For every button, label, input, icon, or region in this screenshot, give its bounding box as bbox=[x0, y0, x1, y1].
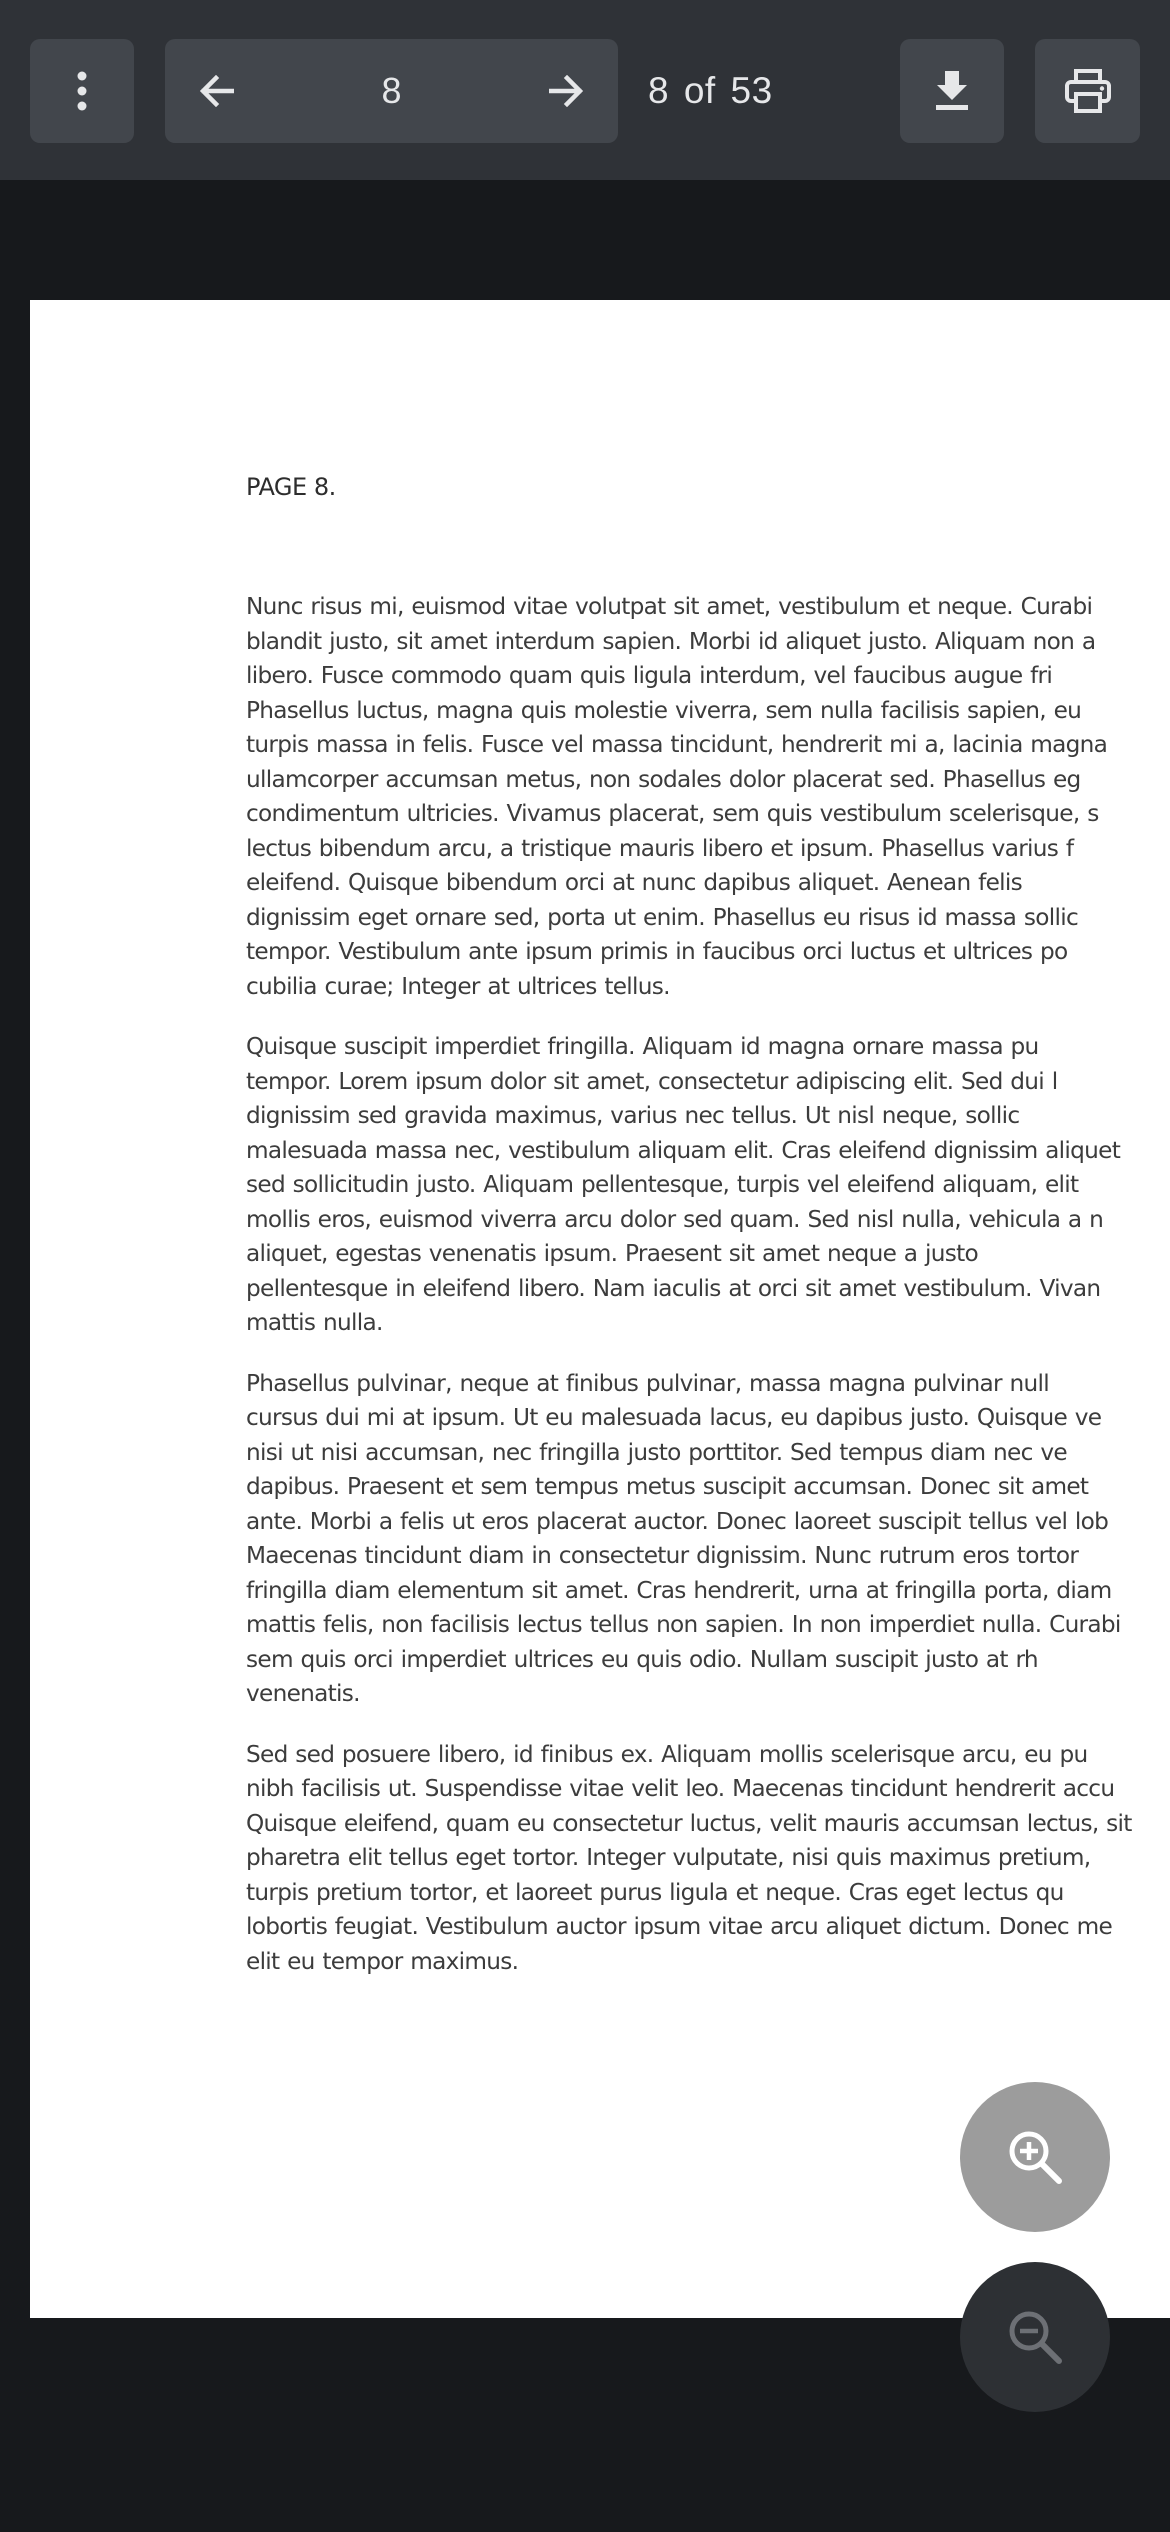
print-button[interactable] bbox=[1035, 39, 1140, 143]
text-line: turpis massa in felis. Fusce vel massa tincidunt, hendrerit mi a, lacinia magna bbox=[246, 731, 1108, 758]
page-counter: 8 of 53 bbox=[648, 70, 773, 111]
zoom-in-icon bbox=[1006, 2128, 1064, 2186]
text-line: ante. Morbi a felis ut eros placerat auctor. Donec laoreet suscipit tellus vel lob bbox=[246, 1507, 1109, 1535]
text-line: lectus bibendum arcu, a tristique mauris libero et ipsum. Phasellus varius f bbox=[246, 834, 1074, 862]
text-line: tempor. Lorem ipsum dolor sit amet, consectetur adipiscing elit. Sed dui l bbox=[246, 1067, 1058, 1095]
text-line: mattis felis, non facilisis lectus tellus non sapien. In non imperdiet nulla. Curabi bbox=[246, 1611, 1121, 1638]
paragraph bbox=[246, 1030, 1170, 1341]
text-line: sed sollicitudin justo. Aliquam pellentesque, turpis vel eleifend aliquam, elit bbox=[246, 1171, 1079, 1198]
page-heading: PAGE 8. bbox=[246, 473, 336, 501]
paragraph bbox=[246, 590, 1170, 1004]
document-page bbox=[30, 300, 1170, 2318]
text-line: condimentum ultricies. Vivamus placerat, sem quis vestibulum scelerisque, s bbox=[246, 800, 1099, 827]
text-line: nisi ut nisi accumsan, nec fringilla justo porttitor. Sed tempus diam nec ve bbox=[246, 1438, 1067, 1466]
text-line: nibh facilisis ut. Suspendisse vitae velit leo. Maecenas tincidunt hendrerit accu bbox=[246, 1775, 1115, 1802]
more-vertical-icon bbox=[76, 71, 88, 111]
text-line: blandit justo, sit amet interdum sapien. Morbi id aliquet justo. Aliquam non a bbox=[246, 627, 1096, 655]
text-line: tempor. Vestibulum ante ipsum primis in faucibus orci luctus et ultrices po bbox=[246, 938, 1068, 965]
text-line: Sed sed posuere libero, id finibus ex. Aliquam mollis scelerisque arcu, eu pu bbox=[246, 1740, 1088, 1768]
download-icon bbox=[934, 71, 970, 111]
printer-icon bbox=[1065, 69, 1111, 113]
zoom-in-button[interactable] bbox=[960, 2082, 1110, 2232]
text-line: sem quis orci imperdiet ultrices eu quis odio. Nullam suscipit justo at rh bbox=[246, 1645, 1038, 1673]
previous-page-button[interactable] bbox=[165, 39, 269, 143]
paragraph bbox=[246, 1738, 1170, 1980]
text-line: pharetra elit tellus eget tortor. Integer vulputate, nisi quis maximus pretium, bbox=[246, 1844, 1091, 1871]
text-line: dignissim sed gravida maximus, varius nec tellus. Ut nisl neque, sollic bbox=[246, 1102, 1020, 1129]
text-line: cubilia curae; Integer at ultrices tellus. bbox=[246, 972, 670, 1000]
page-navigation bbox=[165, 39, 618, 143]
text-line: fringilla diam elementum sit amet. Cras hendrerit, urna at fringilla porta, diam bbox=[246, 1576, 1112, 1604]
text-line: lobortis feugiat. Vestibulum auctor ipsum vitae arcu aliquet dictum. Donec me bbox=[246, 1913, 1113, 1940]
text-line: malesuada massa nec, vestibulum aliquam elit. Cras eleifend dignissim aliquet bbox=[246, 1136, 1121, 1164]
text-line: ullamcorper accumsan metus, non sodales dolor placerat sed. Phasellus eg bbox=[246, 765, 1081, 793]
arrow-right-icon bbox=[549, 75, 583, 107]
next-page-button[interactable] bbox=[514, 39, 618, 143]
text-line: Phasellus pulvinar, neque at finibus pulvinar, massa magna pulvinar null bbox=[246, 1369, 1049, 1397]
text-line: pellentesque in eleifend libero. Nam iaculis at orci sit amet vestibulum. Vivan bbox=[246, 1274, 1101, 1302]
text-line: venenatis. bbox=[246, 1680, 360, 1707]
text-line: Quisque suscipit imperdiet fringilla. Aliquam id magna ornare massa pu bbox=[246, 1033, 1039, 1060]
text-line: Quisque eleifend, quam eu consectetur luctus, velit mauris accumsan lectus, sit bbox=[246, 1809, 1132, 1837]
text-line: dapibus. Praesent et sem tempus metus suscipit accumsan. Donec sit amet bbox=[246, 1473, 1089, 1500]
text-line: mollis eros, euismod viverra arcu dolor sed quam. Sed nisl nulla, vehicula a n bbox=[246, 1205, 1104, 1233]
arrow-left-icon bbox=[200, 75, 234, 107]
zoom-out-button[interactable] bbox=[960, 2262, 1110, 2412]
text-line: cursus dui mi at ipsum. Ut eu malesuada lacus, eu dapibus justo. Quisque ve bbox=[246, 1404, 1102, 1431]
paragraph bbox=[246, 1367, 1170, 1712]
page-number-input[interactable] bbox=[275, 61, 508, 121]
page-body bbox=[246, 590, 1170, 2005]
text-line: eleifend. Quisque bibendum orci at nunc dapibus aliquet. Aenean felis bbox=[246, 869, 1022, 896]
text-line: mattis nulla. bbox=[246, 1309, 383, 1336]
text-line: turpis pretium tortor, et laoreet purus ligula et neque. Cras eget lectus qu bbox=[246, 1878, 1064, 1906]
text-line: Maecenas tincidunt diam in consectetur dignissim. Nunc rutrum eros tortor bbox=[246, 1542, 1079, 1569]
text-line: elit eu tempor maximus. bbox=[246, 1947, 519, 1975]
text-line: dignissim eget ornare sed, porta ut enim. Phasellus eu risus id massa sollic bbox=[246, 903, 1078, 931]
text-line: libero. Fusce commodo quam quis ligula interdum, vel faucibus augue fri bbox=[246, 662, 1053, 689]
download-button[interactable] bbox=[900, 39, 1004, 143]
zoom-out-icon bbox=[1006, 2308, 1064, 2366]
text-line: Nunc risus mi, euismod vitae volutpat sit amet, vestibulum et neque. Curabi bbox=[246, 593, 1093, 620]
text-line: Phasellus luctus, magna quis molestie viverra, sem nulla facilisis sapien, eu bbox=[246, 696, 1082, 724]
more-options-button[interactable] bbox=[30, 39, 134, 143]
toolbar bbox=[0, 0, 1170, 180]
text-line: aliquet, egestas venenatis ipsum. Praesent sit amet neque a justo bbox=[246, 1240, 978, 1267]
